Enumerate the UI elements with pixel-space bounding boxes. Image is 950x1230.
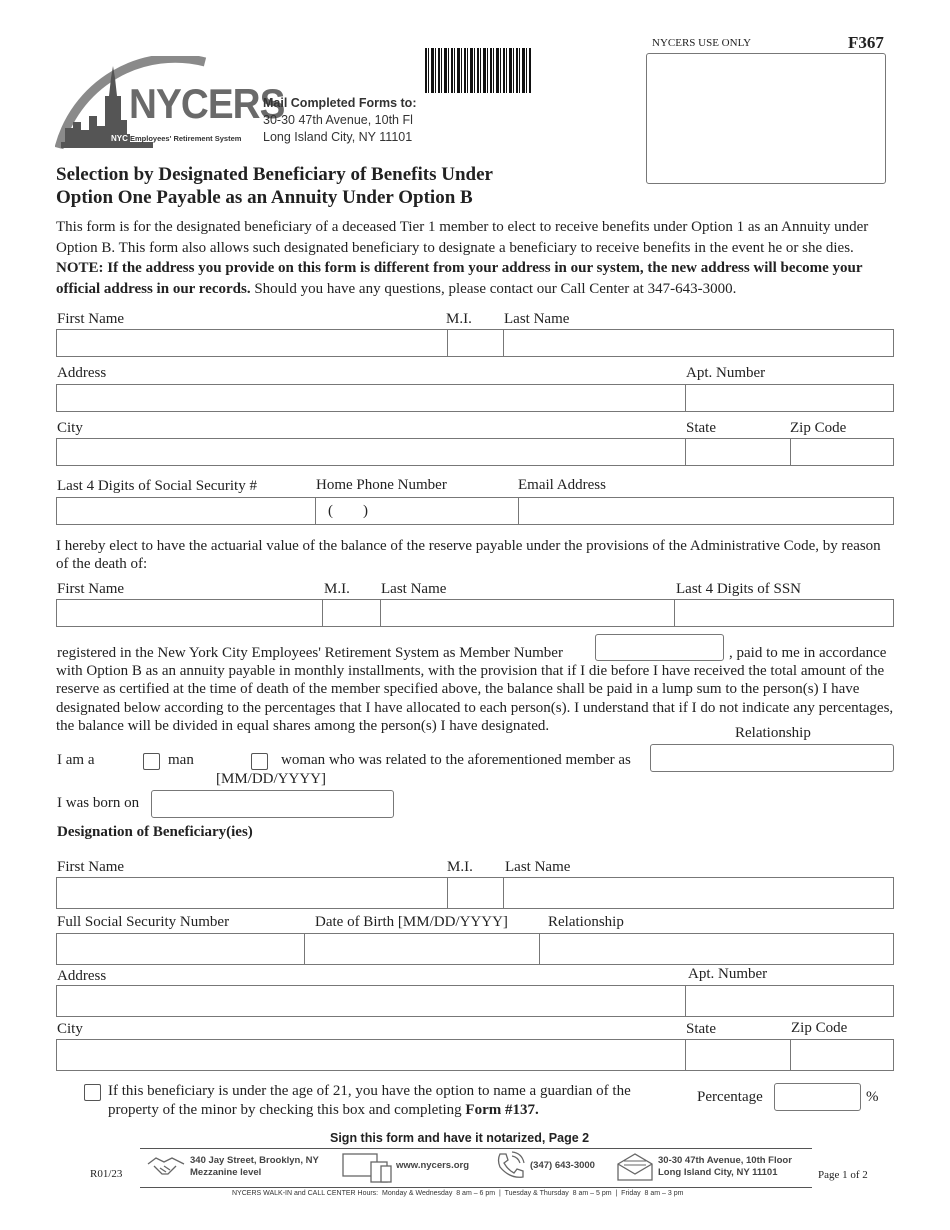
label-last-name: Last Name xyxy=(504,311,570,327)
label-ben-mi: M.I. xyxy=(447,859,473,875)
label-ben-state: State xyxy=(686,1021,716,1037)
sign-note: Sign this form and have it notarized, Page 2 xyxy=(330,1131,590,1145)
label-ben-first-name: First Name xyxy=(57,859,125,875)
applicant-name-row xyxy=(56,329,894,357)
label-address: Address xyxy=(57,365,107,381)
logo-wordmark: NYCERS xyxy=(129,80,285,127)
member-ssn4-field[interactable] xyxy=(675,600,893,626)
label-first-name: First Name xyxy=(57,311,125,327)
footer-bottom-rule xyxy=(140,1187,812,1188)
beneficiary-name-row xyxy=(56,877,894,909)
label-member-last-name: Last Name xyxy=(381,581,447,597)
ben-state-field[interactable] xyxy=(686,1040,791,1070)
member-number-text: registered in the New York City Employees' Retirement System as Member Number xyxy=(57,645,563,661)
mail-line-2: Long Island City, NY 11101 xyxy=(263,130,413,144)
nycers-use-only-box xyxy=(646,53,886,184)
ben-mi-field[interactable] xyxy=(448,878,504,908)
footer-address-2-line2: Long Island City, NY 11101 xyxy=(658,1167,778,1178)
form-title-line-2: Option One Payable as an Annuity Under Option B xyxy=(56,187,473,208)
label-ben-last-name: Last Name xyxy=(505,859,571,875)
member-number-field[interactable] xyxy=(595,634,724,661)
intro-note-bold: NOTE: If the address you provide on this form is different from your address in our system, the new address will become your official address in our records. xyxy=(56,260,863,297)
city-field[interactable] xyxy=(57,439,686,465)
handshake-icon xyxy=(146,1152,186,1182)
beneficiary-city-row xyxy=(56,1039,894,1071)
beneficiary-address-row xyxy=(56,985,894,1017)
label-ben-zip: Zip Code xyxy=(791,1020,848,1036)
ben-dob-field[interactable] xyxy=(305,934,540,964)
i-am-a-label: I am a xyxy=(57,752,95,768)
label-ben-apt: Apt. Number xyxy=(688,966,768,982)
label-mi: M.I. xyxy=(446,311,472,327)
logo-subtitle: Employees' Retirement System xyxy=(130,134,242,143)
birth-date-field[interactable] xyxy=(151,790,394,818)
man-checkbox[interactable] xyxy=(143,753,160,770)
form-code: F367 xyxy=(848,33,884,52)
label-city: City xyxy=(57,420,83,436)
revision-code: R01/23 xyxy=(90,1168,123,1180)
guardian-text-body: If this beneficiary is under the age of 21, you have the option to name a guardian of the property of the minor by checking this box and completing xyxy=(108,1083,631,1118)
page-number: Page 1 of 2 xyxy=(818,1169,868,1181)
ben-relationship-field[interactable] xyxy=(540,934,893,964)
label-state: State xyxy=(686,420,716,436)
mail-address-block xyxy=(263,95,416,146)
footer-hours: NYCERS WALK-IN and CALL CENTER Hours: Monday & Wednesday 8 am – 6 pm | Tuesday & Thursday 8 am – 5 pm | Friday 8 am – 3 pm xyxy=(232,1190,684,1197)
guardian-checkbox[interactable] xyxy=(84,1084,101,1101)
ben-last-name-field[interactable] xyxy=(504,878,893,908)
ben-full-ssn-field[interactable] xyxy=(57,934,305,964)
home-phone-field[interactable] xyxy=(316,498,519,524)
logo xyxy=(55,56,285,152)
state-field[interactable] xyxy=(686,439,791,465)
beneficiary-id-row xyxy=(56,933,894,965)
intro-body: This form is for the designated beneficiary of a deceased Tier 1 member to elect to receive benefits under Option 1 as an Annuity under Option B. This form also allows such designated beneficiary to designate a beneficiary to receive benefits in the event he or she dies. xyxy=(56,219,869,256)
label-ben-relationship: Relationship xyxy=(548,914,624,930)
mail-line-1: 30-30 47th Avenue, 10th Fl xyxy=(263,113,413,127)
label-ben-full-ssn: Full Social Security Number xyxy=(57,914,230,930)
footer-website[interactable]: www.nycers.org xyxy=(396,1160,470,1171)
logo-nyc-badge: NYC xyxy=(111,134,128,143)
ben-zip-field[interactable] xyxy=(791,1040,893,1070)
zip-field[interactable] xyxy=(791,439,893,465)
ben-first-name-field[interactable] xyxy=(57,878,448,908)
ben-apt-field[interactable] xyxy=(686,986,893,1016)
ben-city-field[interactable] xyxy=(57,1040,686,1070)
member-number-suffix: , paid to me in accordance xyxy=(729,645,887,661)
man-label: man xyxy=(168,752,194,768)
email-field[interactable] xyxy=(519,498,893,524)
beneficiary-heading: Designation of Beneficiary(ies) xyxy=(57,824,253,840)
relationship-field[interactable] xyxy=(650,744,894,772)
apt-field[interactable] xyxy=(686,385,893,411)
footer-address-1-line2: Mezzanine level xyxy=(190,1167,262,1178)
footer-address-2-line1: 30-30 47th Avenue, 10th Floor xyxy=(658,1155,792,1166)
applicant-address-row xyxy=(56,384,894,412)
footer-top-rule xyxy=(140,1148,812,1149)
woman-checkbox[interactable] xyxy=(251,753,268,770)
footer-address-1 xyxy=(190,1155,319,1179)
election-text: I hereby elect to have the actuarial value of the balance of the reserve payable under the provisions of the Administrative Code, by reason of the death of: xyxy=(56,538,881,572)
label-relationship: Relationship xyxy=(735,725,811,741)
label-ssn4: Last 4 Digits of Social Security # xyxy=(57,478,257,494)
footer-phone: (347) 643-3000 xyxy=(530,1160,595,1171)
applicant-contact-row xyxy=(56,497,894,525)
percent-sign: % xyxy=(866,1089,879,1105)
label-member-mi: M.I. xyxy=(324,581,350,597)
member-mi-field[interactable] xyxy=(323,600,381,626)
first-name-field[interactable] xyxy=(57,330,448,356)
devices-icon xyxy=(341,1152,393,1184)
label-member-first-name: First Name xyxy=(57,581,125,597)
member-row xyxy=(56,599,894,627)
mi-field[interactable] xyxy=(448,330,504,356)
label-apt: Apt. Number xyxy=(686,365,766,381)
percentage-label: Percentage xyxy=(697,1089,763,1105)
nycers-use-only-label: NYCERS USE ONLY xyxy=(652,37,752,49)
guardian-form-link: Form #137. xyxy=(465,1102,539,1118)
applicant-city-row xyxy=(56,438,894,466)
footer-address-1-line1: 340 Jay Street, Brooklyn, NY xyxy=(190,1155,319,1166)
label-ben-dob: Date of Birth [MM/DD/YYYY] xyxy=(315,914,508,930)
label-ben-address: Address xyxy=(57,968,107,984)
mail-icon xyxy=(616,1152,654,1182)
form-title-line-1: Selection by Designated Beneficiary of Benefits Under xyxy=(56,164,493,185)
barcode-icon xyxy=(425,48,531,93)
ben-address-field[interactable] xyxy=(57,986,686,1016)
phone-area-code-parens: ( ) xyxy=(328,503,368,519)
footer-address-2 xyxy=(658,1155,792,1179)
label-zip: Zip Code xyxy=(790,420,847,436)
member-last-name-field[interactable] xyxy=(381,600,675,626)
label-member-ssn4: Last 4 Digits of SSN xyxy=(676,581,802,597)
address-field[interactable] xyxy=(57,385,686,411)
last-name-field[interactable] xyxy=(504,330,893,356)
woman-label: woman who was related to the aforementioned member as xyxy=(281,752,631,768)
form-title xyxy=(56,163,493,209)
guardian-text xyxy=(108,1082,648,1120)
label-ben-city: City xyxy=(57,1021,83,1037)
member-first-name-field[interactable] xyxy=(57,600,323,626)
date-format-hint: [MM/DD/YYYY] xyxy=(216,771,326,787)
intro-text xyxy=(56,217,896,299)
label-email: Email Address xyxy=(518,477,606,493)
percentage-field[interactable] xyxy=(774,1083,861,1111)
election-body: with Option B as an annuity payable in monthly installments, with the provision that if I die before I have received the total amount of the reserve as certified at the time of death of the member specified above, the balance shall be paid in a lump sum to the person(s) I have designated below according to the percentages that I have allocated to each person(s). I understand that if I do not indicate any percentages, the balance will be divided in equal shares among the person(s) I have designated. xyxy=(56,663,894,735)
born-on-label: I was born on xyxy=(57,795,140,811)
intro-note-rest: Should you have any questions, please contact our Call Center at 347-643-3000. xyxy=(250,280,737,297)
label-home-phone: Home Phone Number xyxy=(316,477,447,493)
mail-title: Mail Completed Forms to: xyxy=(263,96,417,110)
ssn4-field[interactable] xyxy=(57,498,316,524)
phone-icon xyxy=(494,1150,526,1182)
